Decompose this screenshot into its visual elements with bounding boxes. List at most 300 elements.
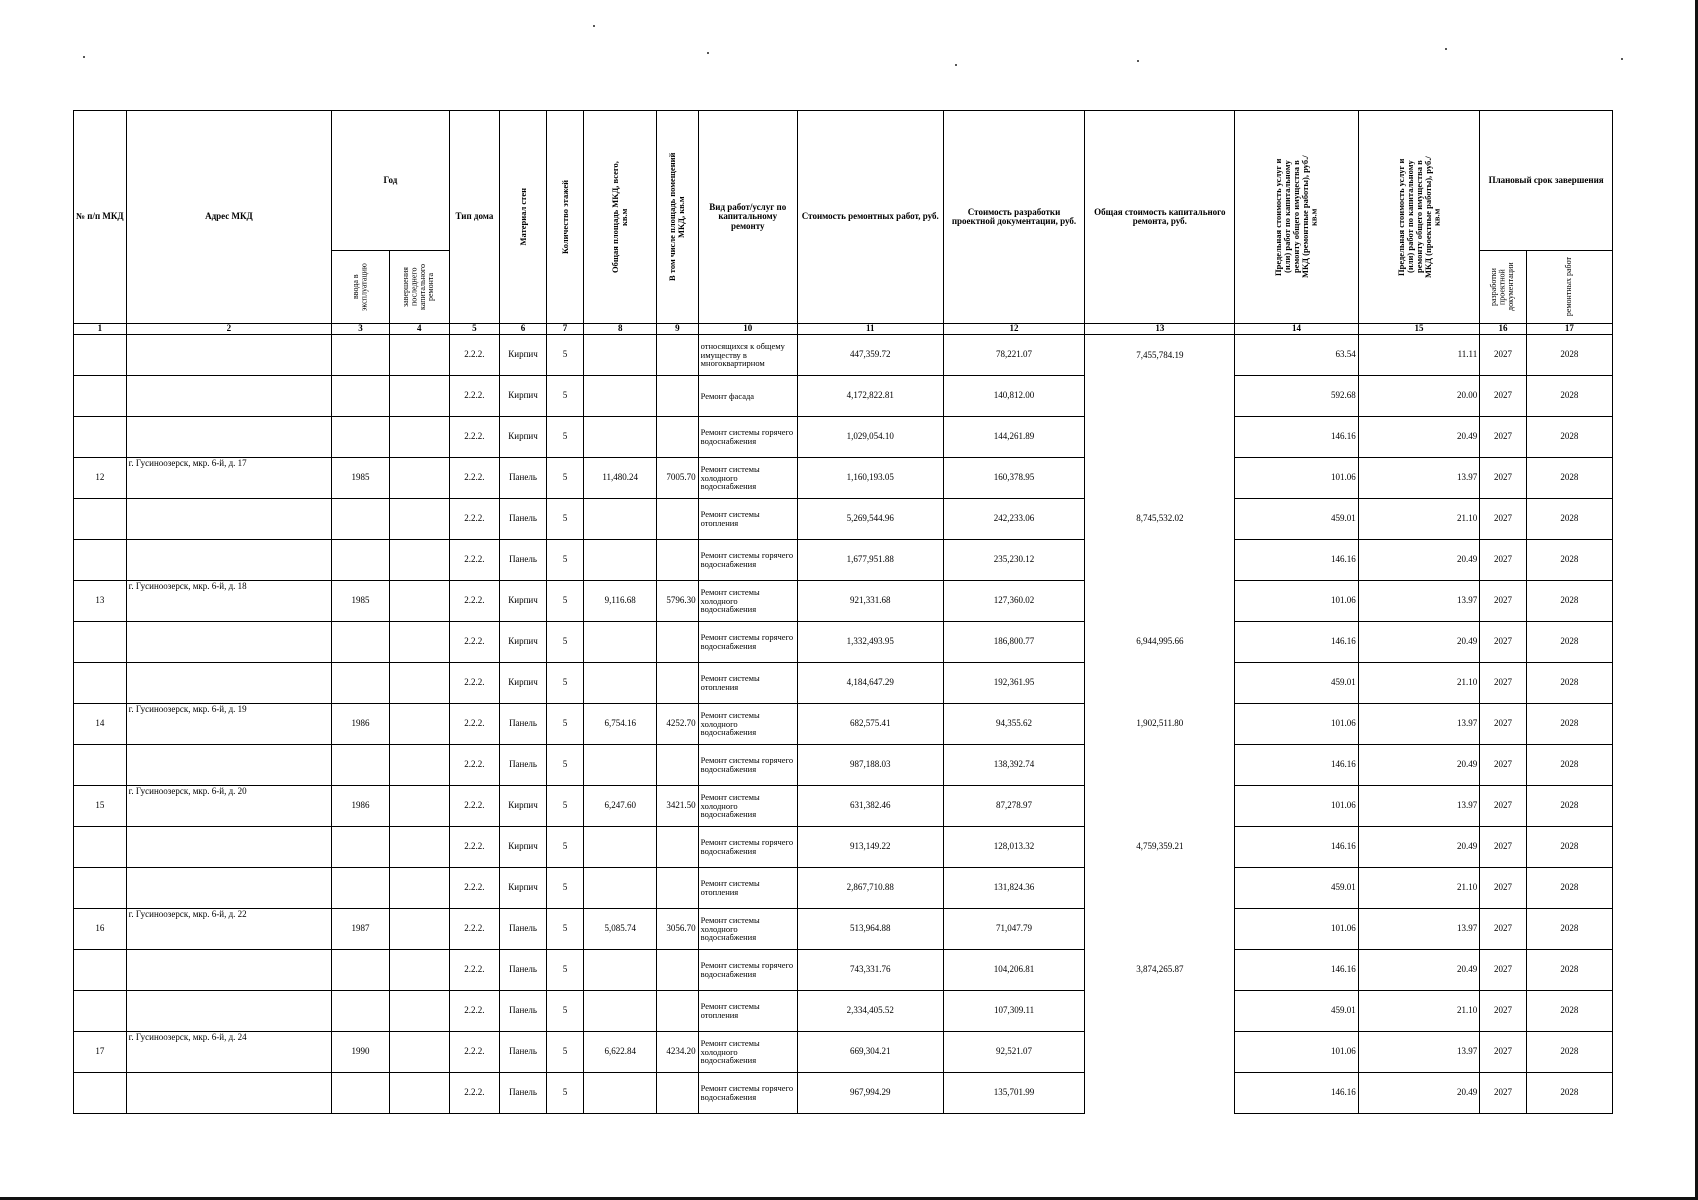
cell-house-type: 2.2.2. <box>449 745 500 786</box>
cell-total-area: 9,116.68 <box>584 581 657 622</box>
table-row <box>74 868 1613 909</box>
cell-term-design: 2027 <box>1480 704 1527 745</box>
cell-limit-repair: 101.06 <box>1235 458 1359 499</box>
column-number: 17 <box>1526 324 1612 335</box>
table-row <box>74 950 1613 991</box>
cell-premises-area <box>657 499 699 540</box>
cell-row-num <box>74 1073 127 1114</box>
cell-design-cost: 78,221.07 <box>943 335 1085 376</box>
cell-premises-area <box>657 417 699 458</box>
cell-address <box>126 540 332 581</box>
cell-year-commission <box>332 745 390 786</box>
cell-total-cost <box>1085 417 1235 458</box>
column-number: 5 <box>449 324 500 335</box>
cell-term-design: 2027 <box>1480 581 1527 622</box>
cell-repair-cost: 1,332,493.95 <box>797 622 943 663</box>
cell-year-commission: 1987 <box>332 909 390 950</box>
cell-term-repair: 2028 <box>1526 417 1612 458</box>
table-row <box>74 786 1613 827</box>
cell-repair-cost: 631,382.46 <box>797 786 943 827</box>
cell-wall-material: Кирпич <box>500 827 547 868</box>
header-premises-area: В том числе площадь помещений МКД, кв.м <box>657 111 699 324</box>
cell-house-type: 2.2.2. <box>449 786 500 827</box>
cell-design-cost: 71,047.79 <box>943 909 1085 950</box>
cell-house-type: 2.2.2. <box>449 417 500 458</box>
cell-term-design: 2027 <box>1480 1032 1527 1073</box>
cell-limit-repair: 146.16 <box>1235 622 1359 663</box>
cell-term-design: 2027 <box>1480 663 1527 704</box>
cell-year-last-repair <box>389 663 449 704</box>
cell-year-last-repair <box>389 868 449 909</box>
cell-wall-material: Панель <box>500 909 547 950</box>
cell-wall-material: Панель <box>500 458 547 499</box>
cell-house-type: 2.2.2. <box>449 827 500 868</box>
cell-design-cost: 235,230.12 <box>943 540 1085 581</box>
cell-total-cost: 8,745,532.02 <box>1085 499 1235 540</box>
cell-premises-area: 3056.70 <box>657 909 699 950</box>
cell-limit-repair: 101.06 <box>1235 909 1359 950</box>
cell-limit-repair: 592.68 <box>1235 376 1359 417</box>
header-total-area: Общая площадь МКД, всего, кв.м <box>584 111 657 324</box>
cell-term-design: 2027 <box>1480 376 1527 417</box>
cell-limit-repair: 146.16 <box>1235 417 1359 458</box>
cell-address: г. Гусиноозерск, мкр. 6-й, д. 19 <box>126 704 332 745</box>
cell-total-cost <box>1085 868 1235 909</box>
cell-premises-area <box>657 1073 699 1114</box>
table-row <box>74 458 1613 499</box>
cell-row-num: 17 <box>74 1032 127 1073</box>
cell-work-type: Ремонт системы отопления <box>698 991 797 1032</box>
cell-premises-area: 4252.70 <box>657 704 699 745</box>
header-limit-design: Предельная стоимость услуг и (или) работ по капитальному ремонту общего имущества в МКД (проектные работы), руб./кв.м <box>1358 111 1479 324</box>
cell-total-cost: 3,874,265.87 <box>1085 950 1235 991</box>
cell-address <box>126 827 332 868</box>
cell-total-cost <box>1085 991 1235 1032</box>
cell-premises-area <box>657 376 699 417</box>
cell-floors: 5 <box>546 827 583 868</box>
cell-year-commission <box>332 663 390 704</box>
cell-work-type: Ремонт системы холодного водоснабжения <box>698 909 797 950</box>
cell-address <box>126 335 332 376</box>
column-number: 11 <box>797 324 943 335</box>
column-number: 6 <box>500 324 547 335</box>
cell-address: г. Гусиноозерск, мкр. 6-й, д. 24 <box>126 1032 332 1073</box>
cell-limit-repair: 146.16 <box>1235 1073 1359 1114</box>
cell-work-type: Ремонт системы горячего водоснабжения <box>698 540 797 581</box>
cell-term-design: 2027 <box>1480 991 1527 1032</box>
cell-limit-design: 21.10 <box>1358 663 1479 704</box>
cell-year-commission <box>332 417 390 458</box>
cell-floors: 5 <box>546 458 583 499</box>
cell-term-repair: 2028 <box>1526 499 1612 540</box>
header-address: Адрес МКД <box>126 111 332 324</box>
cell-house-type: 2.2.2. <box>449 704 500 745</box>
cell-floors: 5 <box>546 622 583 663</box>
column-number: 2 <box>126 324 332 335</box>
header-work-type: Вид работ/услуг по капитальному ремонту <box>698 111 797 324</box>
cell-row-num <box>74 991 127 1032</box>
cell-wall-material: Панель <box>500 1032 547 1073</box>
cell-floors: 5 <box>546 786 583 827</box>
cell-address: г. Гусиноозерск, мкр. 6-й, д. 18 <box>126 581 332 622</box>
cell-year-last-repair <box>389 1073 449 1114</box>
cell-floors: 5 <box>546 1032 583 1073</box>
header-term-design: разработки проектной документации <box>1480 251 1527 324</box>
cell-floors: 5 <box>546 663 583 704</box>
cell-floors: 5 <box>546 1073 583 1114</box>
cell-house-type: 2.2.2. <box>449 499 500 540</box>
cell-address <box>126 499 332 540</box>
column-number: 1 <box>74 324 127 335</box>
cell-wall-material: Кирпич <box>500 622 547 663</box>
cell-term-design: 2027 <box>1480 1073 1527 1114</box>
cell-term-repair: 2028 <box>1526 786 1612 827</box>
cell-floors: 5 <box>546 745 583 786</box>
cell-repair-cost: 4,184,647.29 <box>797 663 943 704</box>
cell-work-type: Ремонт системы горячего водоснабжения <box>698 622 797 663</box>
cell-term-repair: 2028 <box>1526 909 1612 950</box>
cell-design-cost: 144,261.89 <box>943 417 1085 458</box>
header-year: Год <box>332 111 449 251</box>
header-planned-term: Плановый срок завершения <box>1480 111 1613 251</box>
cell-repair-cost: 967,994.29 <box>797 1073 943 1114</box>
cell-repair-cost: 913,149.22 <box>797 827 943 868</box>
cell-year-last-repair <box>389 499 449 540</box>
cell-repair-cost: 669,304.21 <box>797 1032 943 1073</box>
cell-total-cost <box>1085 581 1235 622</box>
cell-total-area <box>584 950 657 991</box>
cell-year-commission <box>332 991 390 1032</box>
cell-year-last-repair <box>389 745 449 786</box>
cell-year-last-repair <box>389 827 449 868</box>
cell-work-type: Ремонт системы отопления <box>698 663 797 704</box>
cell-limit-design: 21.10 <box>1358 868 1479 909</box>
cell-total-area <box>584 376 657 417</box>
cell-row-num: 15 <box>74 786 127 827</box>
cell-design-cost: 87,278.97 <box>943 786 1085 827</box>
cell-row-num <box>74 745 127 786</box>
table-row <box>74 499 1613 540</box>
cell-repair-cost: 743,331.76 <box>797 950 943 991</box>
table-row <box>74 909 1613 950</box>
table-row <box>74 581 1613 622</box>
cell-repair-cost: 987,188.03 <box>797 745 943 786</box>
cell-year-last-repair <box>389 376 449 417</box>
cell-year-commission: 1986 <box>332 786 390 827</box>
cell-total-area <box>584 335 657 376</box>
cell-row-num: 16 <box>74 909 127 950</box>
cell-limit-repair: 101.06 <box>1235 786 1359 827</box>
cell-premises-area <box>657 745 699 786</box>
cell-address <box>126 1073 332 1114</box>
cell-wall-material: Панель <box>500 950 547 991</box>
cell-house-type: 2.2.2. <box>449 622 500 663</box>
cell-wall-material: Панель <box>500 991 547 1032</box>
cell-wall-material: Кирпич <box>500 786 547 827</box>
column-number: 16 <box>1480 324 1527 335</box>
cell-limit-design: 13.97 <box>1358 458 1479 499</box>
cell-wall-material: Панель <box>500 540 547 581</box>
cell-design-cost: 242,233.06 <box>943 499 1085 540</box>
table-row <box>74 1073 1613 1114</box>
cell-limit-repair: 459.01 <box>1235 868 1359 909</box>
cell-total-area <box>584 622 657 663</box>
cell-year-last-repair <box>389 335 449 376</box>
cell-term-design: 2027 <box>1480 786 1527 827</box>
cell-design-cost: 192,361.95 <box>943 663 1085 704</box>
cell-repair-cost: 4,172,822.81 <box>797 376 943 417</box>
cell-total-cost: 7,455,784.19 <box>1085 335 1235 376</box>
table-row <box>74 335 1613 376</box>
header-year-commission: ввода в эксплуатацию <box>332 251 390 324</box>
header-year-last-repair: завершения последнего капитального ремонта <box>389 251 449 324</box>
cell-term-design: 2027 <box>1480 540 1527 581</box>
cell-limit-design: 13.97 <box>1358 704 1479 745</box>
cell-address <box>126 950 332 991</box>
cell-work-type: относящихся к общему имуществу в многоквартирном <box>698 335 797 376</box>
cell-house-type: 2.2.2. <box>449 868 500 909</box>
cell-total-area <box>584 1073 657 1114</box>
cell-premises-area <box>657 622 699 663</box>
cell-design-cost: 92,521.07 <box>943 1032 1085 1073</box>
cell-term-repair: 2028 <box>1526 827 1612 868</box>
cell-term-design: 2027 <box>1480 745 1527 786</box>
cell-total-cost <box>1085 1073 1235 1114</box>
cell-floors: 5 <box>546 376 583 417</box>
cell-term-repair: 2028 <box>1526 622 1612 663</box>
cell-premises-area <box>657 663 699 704</box>
cell-limit-design: 20.49 <box>1358 417 1479 458</box>
cell-repair-cost: 1,160,193.05 <box>797 458 943 499</box>
cell-term-repair: 2028 <box>1526 991 1612 1032</box>
header-term-repair: ремонтных работ <box>1526 251 1612 324</box>
cell-total-cost: 4,759,359.21 <box>1085 827 1235 868</box>
cell-total-area <box>584 745 657 786</box>
cell-design-cost: 160,378.95 <box>943 458 1085 499</box>
cell-limit-repair: 63.54 <box>1235 335 1359 376</box>
cell-total-area <box>584 663 657 704</box>
cell-floors: 5 <box>546 417 583 458</box>
cell-total-area: 6,247.60 <box>584 786 657 827</box>
cell-work-type: Ремонт системы горячего водоснабжения <box>698 827 797 868</box>
cell-premises-area <box>657 827 699 868</box>
cell-limit-repair: 101.06 <box>1235 581 1359 622</box>
cell-repair-cost: 2,867,710.88 <box>797 868 943 909</box>
cell-limit-repair: 101.06 <box>1235 704 1359 745</box>
cell-limit-design: 21.10 <box>1358 499 1479 540</box>
cell-limit-design: 13.97 <box>1358 786 1479 827</box>
cell-premises-area <box>657 950 699 991</box>
cell-repair-cost: 1,029,054.10 <box>797 417 943 458</box>
cell-premises-area: 3421.50 <box>657 786 699 827</box>
cell-wall-material: Панель <box>500 1073 547 1114</box>
cell-row-num <box>74 417 127 458</box>
cell-limit-design: 21.10 <box>1358 991 1479 1032</box>
cell-limit-repair: 146.16 <box>1235 540 1359 581</box>
cell-year-last-repair <box>389 581 449 622</box>
header-limit-repair: Предельная стоимость услуг и (или) работ по капитальному ремонту общего имущества в МКД (ремонтные работы), руб./кв.м <box>1235 111 1359 324</box>
cell-term-design: 2027 <box>1480 417 1527 458</box>
cell-term-repair: 2028 <box>1526 745 1612 786</box>
cell-premises-area <box>657 540 699 581</box>
cell-wall-material: Панель <box>500 704 547 745</box>
cell-limit-repair: 459.01 <box>1235 663 1359 704</box>
cell-premises-area: 4234.20 <box>657 1032 699 1073</box>
cell-repair-cost: 5,269,544.96 <box>797 499 943 540</box>
cell-floors: 5 <box>546 499 583 540</box>
cell-term-design: 2027 <box>1480 335 1527 376</box>
column-number: 12 <box>943 324 1085 335</box>
column-number-row <box>74 324 1613 335</box>
cell-total-area: 6,754.16 <box>584 704 657 745</box>
cell-address <box>126 991 332 1032</box>
cell-year-last-repair <box>389 991 449 1032</box>
cell-year-commission <box>332 827 390 868</box>
table-row <box>74 376 1613 417</box>
cell-year-commission: 1985 <box>332 458 390 499</box>
cell-floors: 5 <box>546 950 583 991</box>
cell-total-cost <box>1085 663 1235 704</box>
cell-wall-material: Кирпич <box>500 335 547 376</box>
cell-term-repair: 2028 <box>1526 540 1612 581</box>
column-number: 14 <box>1235 324 1359 335</box>
cell-work-type: Ремонт системы горячего водоснабжения <box>698 1073 797 1114</box>
cell-house-type: 2.2.2. <box>449 1032 500 1073</box>
cell-wall-material: Кирпич <box>500 417 547 458</box>
cell-address <box>126 417 332 458</box>
cell-house-type: 2.2.2. <box>449 950 500 991</box>
cell-repair-cost: 513,964.88 <box>797 909 943 950</box>
cell-wall-material: Кирпич <box>500 663 547 704</box>
cell-limit-design: 20.00 <box>1358 376 1479 417</box>
cell-total-cost: 6,944,995.66 <box>1085 622 1235 663</box>
cell-design-cost: 186,800.77 <box>943 622 1085 663</box>
cell-row-num <box>74 950 127 991</box>
cell-limit-design: 20.49 <box>1358 827 1479 868</box>
cell-limit-design: 11.11 <box>1358 335 1479 376</box>
table-row <box>74 991 1613 1032</box>
cell-total-area <box>584 991 657 1032</box>
cell-year-commission <box>332 1073 390 1114</box>
cell-term-repair: 2028 <box>1526 335 1612 376</box>
cell-house-type: 2.2.2. <box>449 581 500 622</box>
cell-total-cost <box>1085 909 1235 950</box>
cell-floors: 5 <box>546 909 583 950</box>
cell-term-repair: 2028 <box>1526 1073 1612 1114</box>
cell-term-repair: 2028 <box>1526 458 1612 499</box>
cell-row-num: 14 <box>74 704 127 745</box>
cell-total-cost <box>1085 540 1235 581</box>
cell-work-type: Ремонт системы холодного водоснабжения <box>698 786 797 827</box>
cell-term-design: 2027 <box>1480 950 1527 991</box>
cell-year-commission: 1990 <box>332 1032 390 1073</box>
table-row <box>74 745 1613 786</box>
cell-limit-design: 20.49 <box>1358 622 1479 663</box>
cell-premises-area: 5796.30 <box>657 581 699 622</box>
cell-term-repair: 2028 <box>1526 1032 1612 1073</box>
cell-year-last-repair <box>389 786 449 827</box>
cell-total-area <box>584 499 657 540</box>
cell-work-type: Ремонт системы отопления <box>698 499 797 540</box>
cell-total-cost <box>1085 458 1235 499</box>
cell-row-num <box>74 376 127 417</box>
cell-house-type: 2.2.2. <box>449 663 500 704</box>
cell-work-type: Ремонт системы горячего водоснабжения <box>698 745 797 786</box>
cell-year-last-repair <box>389 458 449 499</box>
cell-wall-material: Кирпич <box>500 868 547 909</box>
cell-year-commission: 1985 <box>332 581 390 622</box>
cell-row-num <box>74 868 127 909</box>
cell-address <box>126 663 332 704</box>
cell-address <box>126 622 332 663</box>
cell-row-num <box>74 540 127 581</box>
cell-year-commission <box>332 499 390 540</box>
cell-total-area <box>584 540 657 581</box>
repair-plan-table-sheet <box>73 110 1613 1114</box>
cell-house-type: 2.2.2. <box>449 909 500 950</box>
cell-limit-repair: 146.16 <box>1235 827 1359 868</box>
cell-design-cost: 127,360.02 <box>943 581 1085 622</box>
column-number: 15 <box>1358 324 1479 335</box>
cell-wall-material: Панель <box>500 499 547 540</box>
cell-limit-design: 20.49 <box>1358 950 1479 991</box>
cell-year-last-repair <box>389 540 449 581</box>
table-row <box>74 704 1613 745</box>
cell-term-design: 2027 <box>1480 868 1527 909</box>
cell-limit-repair: 146.16 <box>1235 950 1359 991</box>
cell-design-cost: 135,701.99 <box>943 1073 1085 1114</box>
table-row <box>74 827 1613 868</box>
cell-year-last-repair <box>389 909 449 950</box>
cell-year-commission <box>332 376 390 417</box>
cell-work-type: Ремонт фасада <box>698 376 797 417</box>
column-number: 4 <box>389 324 449 335</box>
cell-work-type: Ремонт системы горячего водоснабжения <box>698 950 797 991</box>
cell-row-num <box>74 335 127 376</box>
column-number: 10 <box>698 324 797 335</box>
cell-limit-repair: 101.06 <box>1235 1032 1359 1073</box>
cell-total-cost <box>1085 745 1235 786</box>
cell-floors: 5 <box>546 704 583 745</box>
cell-address: г. Гусиноозерск, мкр. 6-й, д. 20 <box>126 786 332 827</box>
cell-term-design: 2027 <box>1480 622 1527 663</box>
cell-design-cost: 131,824.36 <box>943 868 1085 909</box>
cell-year-commission <box>332 622 390 663</box>
cell-total-area <box>584 868 657 909</box>
cell-repair-cost: 1,677,951.88 <box>797 540 943 581</box>
cell-wall-material: Кирпич <box>500 581 547 622</box>
cell-row-num <box>74 663 127 704</box>
cell-floors: 5 <box>546 540 583 581</box>
cell-limit-design: 13.97 <box>1358 1032 1479 1073</box>
cell-year-last-repair <box>389 1032 449 1073</box>
cell-limit-design: 20.49 <box>1358 540 1479 581</box>
cell-term-repair: 2028 <box>1526 950 1612 991</box>
cell-year-commission: 1986 <box>332 704 390 745</box>
cell-floors: 5 <box>546 868 583 909</box>
cell-house-type: 2.2.2. <box>449 335 500 376</box>
repair-plan-table <box>73 110 1613 1114</box>
column-number: 9 <box>657 324 699 335</box>
cell-total-cost <box>1085 1032 1235 1073</box>
cell-year-last-repair <box>389 950 449 991</box>
cell-design-cost: 140,812.00 <box>943 376 1085 417</box>
cell-limit-design: 20.49 <box>1358 745 1479 786</box>
cell-limit-design: 13.97 <box>1358 909 1479 950</box>
column-number: 3 <box>332 324 390 335</box>
cell-premises-area <box>657 335 699 376</box>
header-design-cost: Стоимость разработки проектной документации, руб. <box>943 111 1085 324</box>
